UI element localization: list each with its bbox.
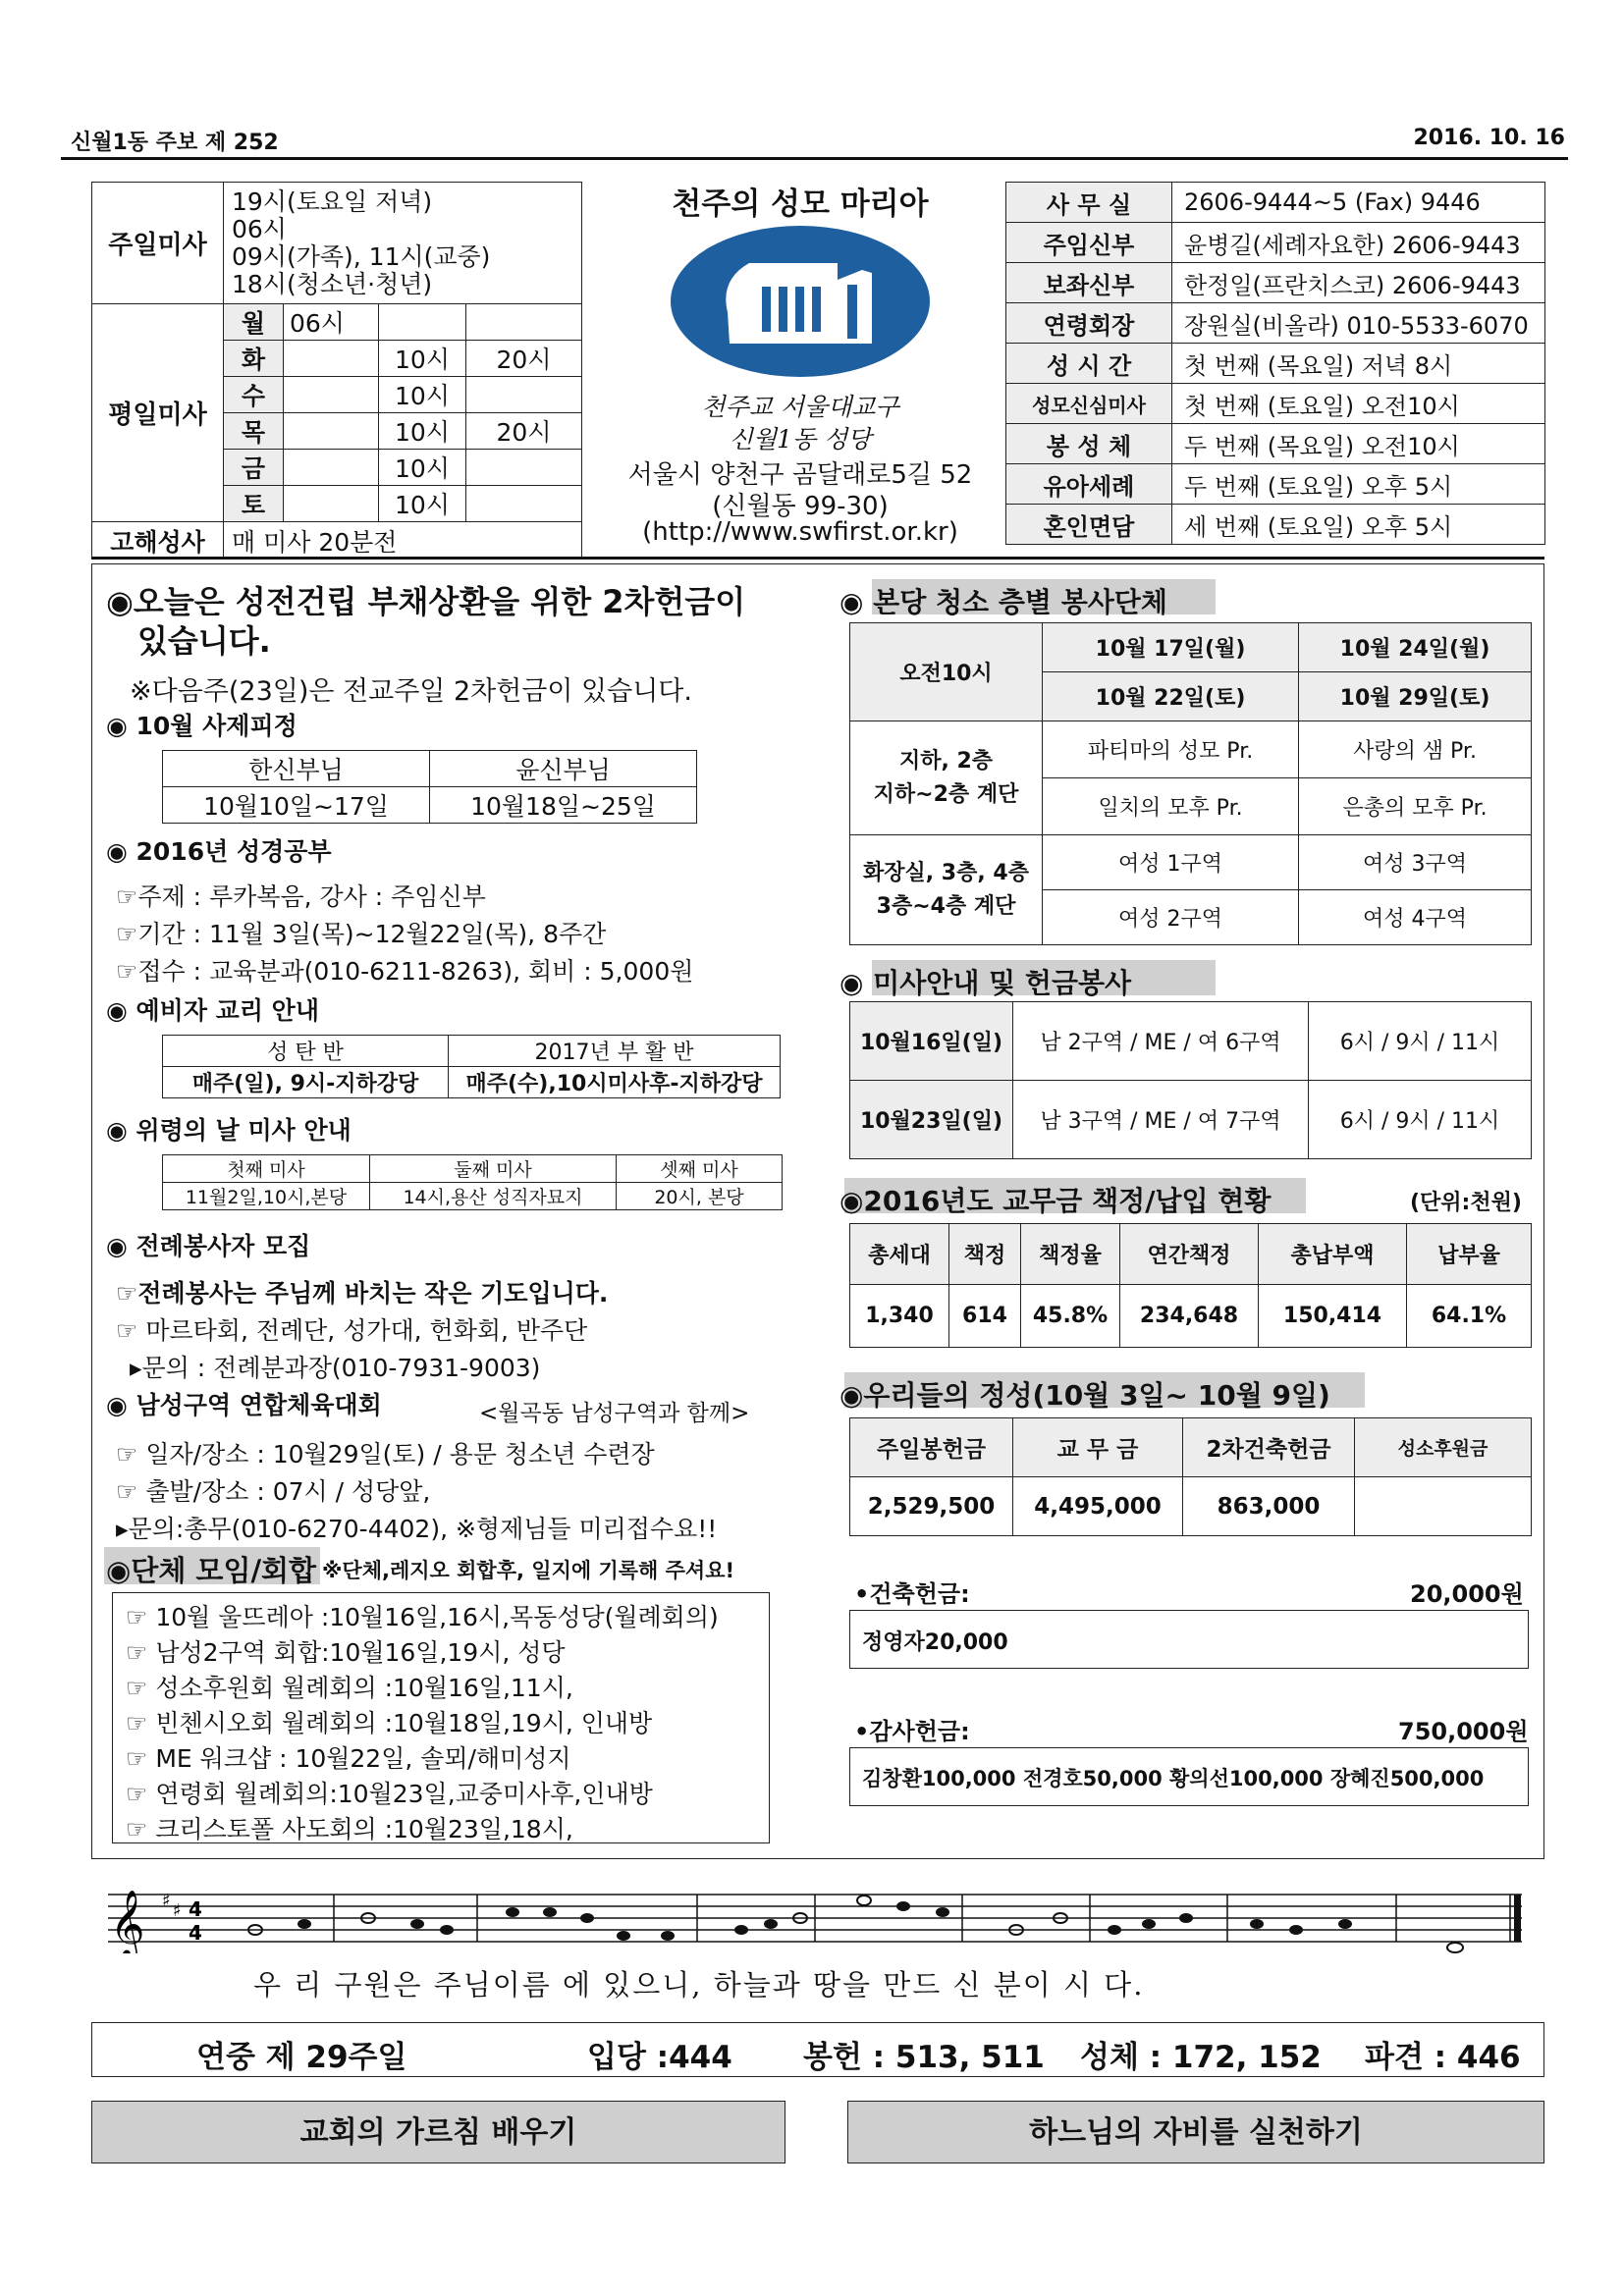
altar-server-line: ☞ 마르타회, 전례단, 성가대, 헌화회, 반주단: [116, 1316, 588, 1345]
catechism-table: [162, 1035, 781, 1098]
svg-text:♯: ♯: [162, 1891, 171, 1911]
meeting-item: ☞ 연령회 월례회의:10월23일,교중미사후,인내방: [126, 1780, 653, 1808]
offertory-hymn: 봉헌 : 513, 511: [803, 2040, 1045, 2075]
weekday-day: 토: [224, 486, 284, 522]
weekday-time: 10시: [379, 341, 466, 377]
weekday-time: [284, 377, 379, 413]
cleaning-date: 10월 17일(월): [1043, 623, 1299, 672]
building-fund-amount: 20,000원: [1410, 1580, 1524, 1608]
meeting-item: ☞ 빈첸시오회 월례회의 :10월18일,19시, 인내방: [126, 1709, 653, 1737]
office-label: 연령회장: [1006, 303, 1172, 344]
levy-header: 연간책정: [1120, 1224, 1259, 1285]
altar-server-line: ☞전례봉사는 주님께 바치는 작은 기도입니다.: [116, 1279, 609, 1308]
teaching-banner: 교회의 가르침 배우기: [91, 2101, 785, 2163]
sunday-time: 18시(청소년·청년): [232, 269, 433, 298]
weekday-time: 20시: [466, 341, 582, 377]
logo-text-archdiocese: 천주교 서울대교구: [701, 393, 899, 421]
offering-value: 863,000: [1183, 1477, 1355, 1536]
cleaning-area: [850, 721, 1043, 835]
memorial-table: [162, 1154, 783, 1210]
notice-title: ◉오늘은 성전건립 부채상환을 위한 2차헌금이: [106, 583, 746, 620]
confession-value: 매 미사 20분전: [224, 522, 582, 560]
weekday-day: 수: [224, 377, 284, 413]
retreat-date: 10월10일~17일: [163, 787, 430, 824]
parish-url: (http://www.swfirst.or.kr): [642, 517, 958, 547]
bulletin-date: 2016. 10. 16: [1413, 126, 1565, 150]
retreat-date: 10월18일~25일: [430, 787, 697, 824]
office-label: 주임신부: [1006, 223, 1172, 263]
weekday-time: [466, 377, 582, 413]
altar-server-line: ▸문의 : 전례분과장(010-7931-9003): [130, 1354, 541, 1382]
sports-day-line: ☞ 일자/장소 : 10월29일(토) / 용문 청소년 수련장: [116, 1440, 655, 1468]
parish-address: 서울시 양천구 곰달래로5길 52: [627, 460, 973, 490]
memorial-title: ◉ 위령의 날 미사 안내: [106, 1116, 352, 1145]
memorial-detail: 11월2일,10시,본당: [163, 1183, 370, 1210]
catechism-time: 매주(일), 9시-지하강당: [163, 1067, 449, 1098]
mercy-banner: 하느님의 자비를 실천하기: [847, 2101, 1544, 2163]
bulletin-number: 신월1동 주보 제 252: [71, 131, 279, 155]
parish-address-old: (신월동 99-30): [712, 492, 889, 521]
offering-value: [1355, 1477, 1532, 1536]
notice-next-week: ※다음주(23일)은 전교주일 2차헌금이 있습니다.: [130, 676, 692, 707]
weekday-time: [284, 450, 379, 486]
offering-value: 2,529,500: [850, 1477, 1013, 1536]
weekday-time: 10시: [379, 413, 466, 450]
meeting-item: ☞ 남성2구역 회합:10월16일,19시, 성당: [126, 1638, 566, 1667]
cleaning-time: 오전10시: [850, 623, 1043, 721]
sports-day-line: ▸문의:총무(010-6270-4402), ※형제님들 미리접수요!!: [116, 1515, 718, 1543]
cleaning-area: [850, 835, 1043, 945]
office-label: 성모신심미사: [1006, 384, 1172, 424]
offering-header: 성소후원금: [1355, 1418, 1532, 1477]
entrance-hymn: 입당 :444: [587, 2040, 732, 2075]
levy-header: 납부율: [1407, 1224, 1532, 1285]
top-section-rule: [91, 557, 1544, 560]
memorial-detail: 14시,용산 성직자묘지: [370, 1183, 617, 1210]
cleaning-date: 10월 22일(토): [1043, 672, 1299, 721]
weekday-day: 화: [224, 341, 284, 377]
retreat-table: [162, 750, 697, 824]
levy-value: 234,648: [1120, 1285, 1259, 1348]
offering-header: 주일봉헌금: [850, 1418, 1013, 1477]
building-fund-label: •건축헌금:: [854, 1580, 970, 1608]
office-contact-table: [1005, 182, 1545, 545]
office-value: 첫 번째 (토요일) 오전10시: [1172, 384, 1545, 424]
cleaning-group: 사랑의 샘 Pr.: [1299, 721, 1532, 778]
cleaning-date: 10월 29일(토): [1299, 672, 1532, 721]
offering-servers: 남 2구역 / ME / 여 6구역: [1013, 1002, 1309, 1081]
mass-schedule-table: [91, 182, 582, 560]
svg-text:4: 4: [189, 1921, 202, 1945]
levy-title: ◉2016년도 교무금 책정/납입 현황: [839, 1185, 1272, 1217]
parish-patron-title: 천주의 성모 마리아: [672, 187, 929, 222]
office-label: 혼인면담: [1006, 505, 1172, 545]
bible-study-line: ☞기간 : 11월 3일(목)~12월22일(목), 8주간: [116, 920, 607, 948]
levy-unit: (단위:천원): [1410, 1191, 1522, 1215]
cleaning-group: 여성 1구역: [1043, 835, 1299, 890]
svg-text:𝄞: 𝄞: [110, 1890, 145, 1953]
weekday-day: 목: [224, 413, 284, 450]
weekday-time: [466, 486, 582, 522]
cleaning-group: 파티마의 성모 Pr.: [1043, 721, 1299, 778]
meeting-title: ◉단체 모임/회합: [106, 1554, 317, 1587]
bible-study-title: ◉ 2016년 성경공부: [106, 837, 332, 866]
cleaning-group: 여성 3구역: [1299, 835, 1532, 890]
office-label: 보좌신부: [1006, 263, 1172, 303]
parish-logo: [671, 226, 930, 378]
levy-value: 1,340: [850, 1285, 949, 1348]
retreat-header: 한신부님: [163, 751, 430, 787]
weekday-time: 20시: [466, 413, 582, 450]
communion-hymn: 성체 : 172, 152: [1080, 2040, 1322, 2075]
office-value: 첫 번째 (목요일) 저녁 8시: [1172, 344, 1545, 384]
catechism-header: 성 탄 반: [163, 1036, 449, 1067]
notice-title-cont: 있습니다.: [137, 622, 271, 660]
weekday-mass-label: 평일미사: [92, 304, 224, 522]
catechism-time: 매주(수),10시미사후-지하강당: [449, 1067, 781, 1098]
memorial-header: 둘째 미사: [370, 1155, 617, 1183]
retreat-title: ◉ 10월 사제피정: [106, 712, 298, 740]
music-staff: [108, 1885, 1522, 1953]
thanks-offering-label: •감사헌금:: [854, 1718, 970, 1745]
bible-study-line: ☞접수 : 교육분과(010-6211-8263), 회비 : 5,000원: [116, 957, 694, 986]
cleaning-date: 10월 24일(월): [1299, 623, 1532, 672]
office-value: 2606-9444~5 (Fax) 9446: [1172, 183, 1545, 223]
retreat-header: 윤신부님: [430, 751, 697, 787]
hymn-lyrics: 우 리 구원은 주님이름 에 있으니, 하늘과 땅을 만드 신 분이 시 다.: [253, 1968, 1145, 2002]
mass-offering-title: ◉ 미사안내 및 헌금봉사: [839, 967, 1132, 999]
office-value: 한정일(프란치스코) 2606-9443: [1172, 263, 1545, 303]
building-fund-donors: 정영자20,000: [862, 1630, 1008, 1655]
sunday-time: 09시(가족), 11시(교중): [232, 241, 491, 271]
sunday-mass-times: [224, 183, 582, 304]
meeting-item: ☞ 성소후원회 월례회의 :10월16일,11시,: [126, 1674, 573, 1702]
cleaning-area-line: 지하, 2층: [898, 748, 994, 774]
catechism-title: ◉ 예비자 교리 안내: [106, 996, 319, 1025]
memorial-detail: 20시, 본당: [617, 1183, 783, 1210]
weekday-time: [284, 486, 379, 522]
cleaning-title: ◉ 본당 청소 층별 봉사단체: [839, 586, 1167, 618]
weekly-offering-table: [849, 1417, 1532, 1536]
levy-header: 책정: [949, 1224, 1021, 1285]
offering-header: 교 무 금: [1013, 1418, 1183, 1477]
office-value: 두 번째 (토요일) 오후 5시: [1172, 464, 1545, 505]
levy-value: 150,414: [1259, 1285, 1407, 1348]
weekday-time: [466, 450, 582, 486]
memorial-header: 셋째 미사: [617, 1155, 783, 1183]
header-rule: [61, 157, 1568, 160]
office-value: 장원실(비올라) 010-5533-6070: [1172, 303, 1545, 344]
music-score-icon: [108, 1885, 1522, 1953]
levy-value: 64.1%: [1407, 1285, 1532, 1348]
weekday-time: [284, 341, 379, 377]
cleaning-area-line: 화장실, 3층, 4층: [863, 860, 1029, 885]
cleaning-group: 여성 2구역: [1043, 890, 1299, 945]
levy-header: 총납부액: [1259, 1224, 1407, 1285]
logo-text-parish: 신월1동 성당: [729, 425, 872, 454]
weekday-time: 10시: [379, 377, 466, 413]
bible-study-line: ☞주제 : 루카복음, 강사 : 주임신부: [116, 882, 486, 911]
weekday-time: 10시: [379, 486, 466, 522]
sunday-time: 19시(토요일 저녁): [232, 187, 433, 216]
levy-value: 45.8%: [1021, 1285, 1120, 1348]
cleaning-table: [849, 622, 1532, 945]
thanks-offering-donors: 김창환100,000 전경호50,000 황의선100,000 장혜진500,000: [862, 1767, 1485, 1790]
weekday-time: [379, 304, 466, 341]
dismissal-hymn: 파견 : 446: [1365, 2040, 1521, 2075]
office-label: 유아세례: [1006, 464, 1172, 505]
thanks-offering-amount: 750,000원: [1398, 1718, 1529, 1745]
meeting-note: ※단체,레지오 회합후, 일지에 기록해 주셔요!: [322, 1559, 735, 1582]
sunday-time: 06시: [232, 214, 287, 243]
cleaning-group: 일치의 모후 Pr.: [1043, 778, 1299, 835]
memorial-header: 첫째 미사: [163, 1155, 370, 1183]
mass-offering-table: [849, 1001, 1532, 1159]
meeting-item: ☞ 10월 울뜨레아 :10월16일,16시,목동성당(월례회의): [126, 1603, 719, 1631]
weekly-offering-title: ◉우리들의 정성(10월 3일~ 10월 9일): [839, 1379, 1330, 1412]
office-value: 세 번째 (토요일) 오후 5시: [1172, 505, 1545, 545]
levy-header: 책정율: [1021, 1224, 1120, 1285]
offering-date: 10월16일(일): [850, 1002, 1013, 1081]
levy-header: 총세대: [850, 1224, 949, 1285]
catechism-header: 2017년 부 활 반: [449, 1036, 781, 1067]
weekday-time: 10시: [379, 450, 466, 486]
sports-day-subtitle: <월곡동 남성구역과 함께>: [479, 1401, 750, 1426]
office-value: 윤병길(세례자요한) 2606-9443: [1172, 223, 1545, 263]
offering-date: 10월23일(일): [850, 1081, 1013, 1159]
weekday-time: [284, 413, 379, 450]
altar-server-title: ◉ 전례봉사자 모집: [106, 1232, 311, 1260]
sports-day-title: ◉ 남성구역 연합체육대회: [106, 1391, 382, 1419]
meeting-item: ☞ ME 워크샵 : 10월22일, 솔뫼/해미성지: [126, 1744, 571, 1773]
cleaning-group: 은총의 모후 Pr.: [1299, 778, 1532, 835]
offering-times: 6시 / 9시 / 11시: [1309, 1002, 1532, 1081]
office-label: 봉 성 체: [1006, 424, 1172, 464]
meeting-item: ☞ 크리스토폴 사도회의 :10월23일,18시,: [126, 1815, 573, 1843]
office-label: 성 시 간: [1006, 344, 1172, 384]
weekday-day: 월: [224, 304, 284, 341]
sports-day-line: ☞ 출발/장소 : 07시 / 성당앞,: [116, 1477, 431, 1506]
weekday-time: 06시: [284, 304, 379, 341]
cleaning-group: 여성 4구역: [1299, 890, 1532, 945]
weekday-time: [466, 304, 582, 341]
levy-table: [849, 1223, 1532, 1348]
offering-value: 4,495,000: [1013, 1477, 1183, 1536]
sunday-mass-label: 주일미사: [92, 183, 224, 304]
cleaning-area-line: 지하~2층 계단: [873, 781, 1019, 807]
office-value: 두 번째 (목요일) 오전10시: [1172, 424, 1545, 464]
offering-header: 2차건축헌금: [1183, 1418, 1355, 1477]
svg-text:4: 4: [189, 1897, 202, 1921]
office-label: 사 무 실: [1006, 183, 1172, 223]
offering-times: 6시 / 9시 / 11시: [1309, 1081, 1532, 1159]
levy-value: 614: [949, 1285, 1021, 1348]
svg-text:♯: ♯: [173, 1900, 182, 1921]
confession-label: 고해성사: [92, 522, 224, 560]
cleaning-area-line: 3층~4층 계단: [876, 893, 1016, 919]
weekday-day: 금: [224, 450, 284, 486]
liturgical-week: 연중 제 29주일: [196, 2040, 407, 2075]
logo-icon: [671, 226, 930, 378]
offering-servers: 남 3구역 / ME / 여 7구역: [1013, 1081, 1309, 1159]
